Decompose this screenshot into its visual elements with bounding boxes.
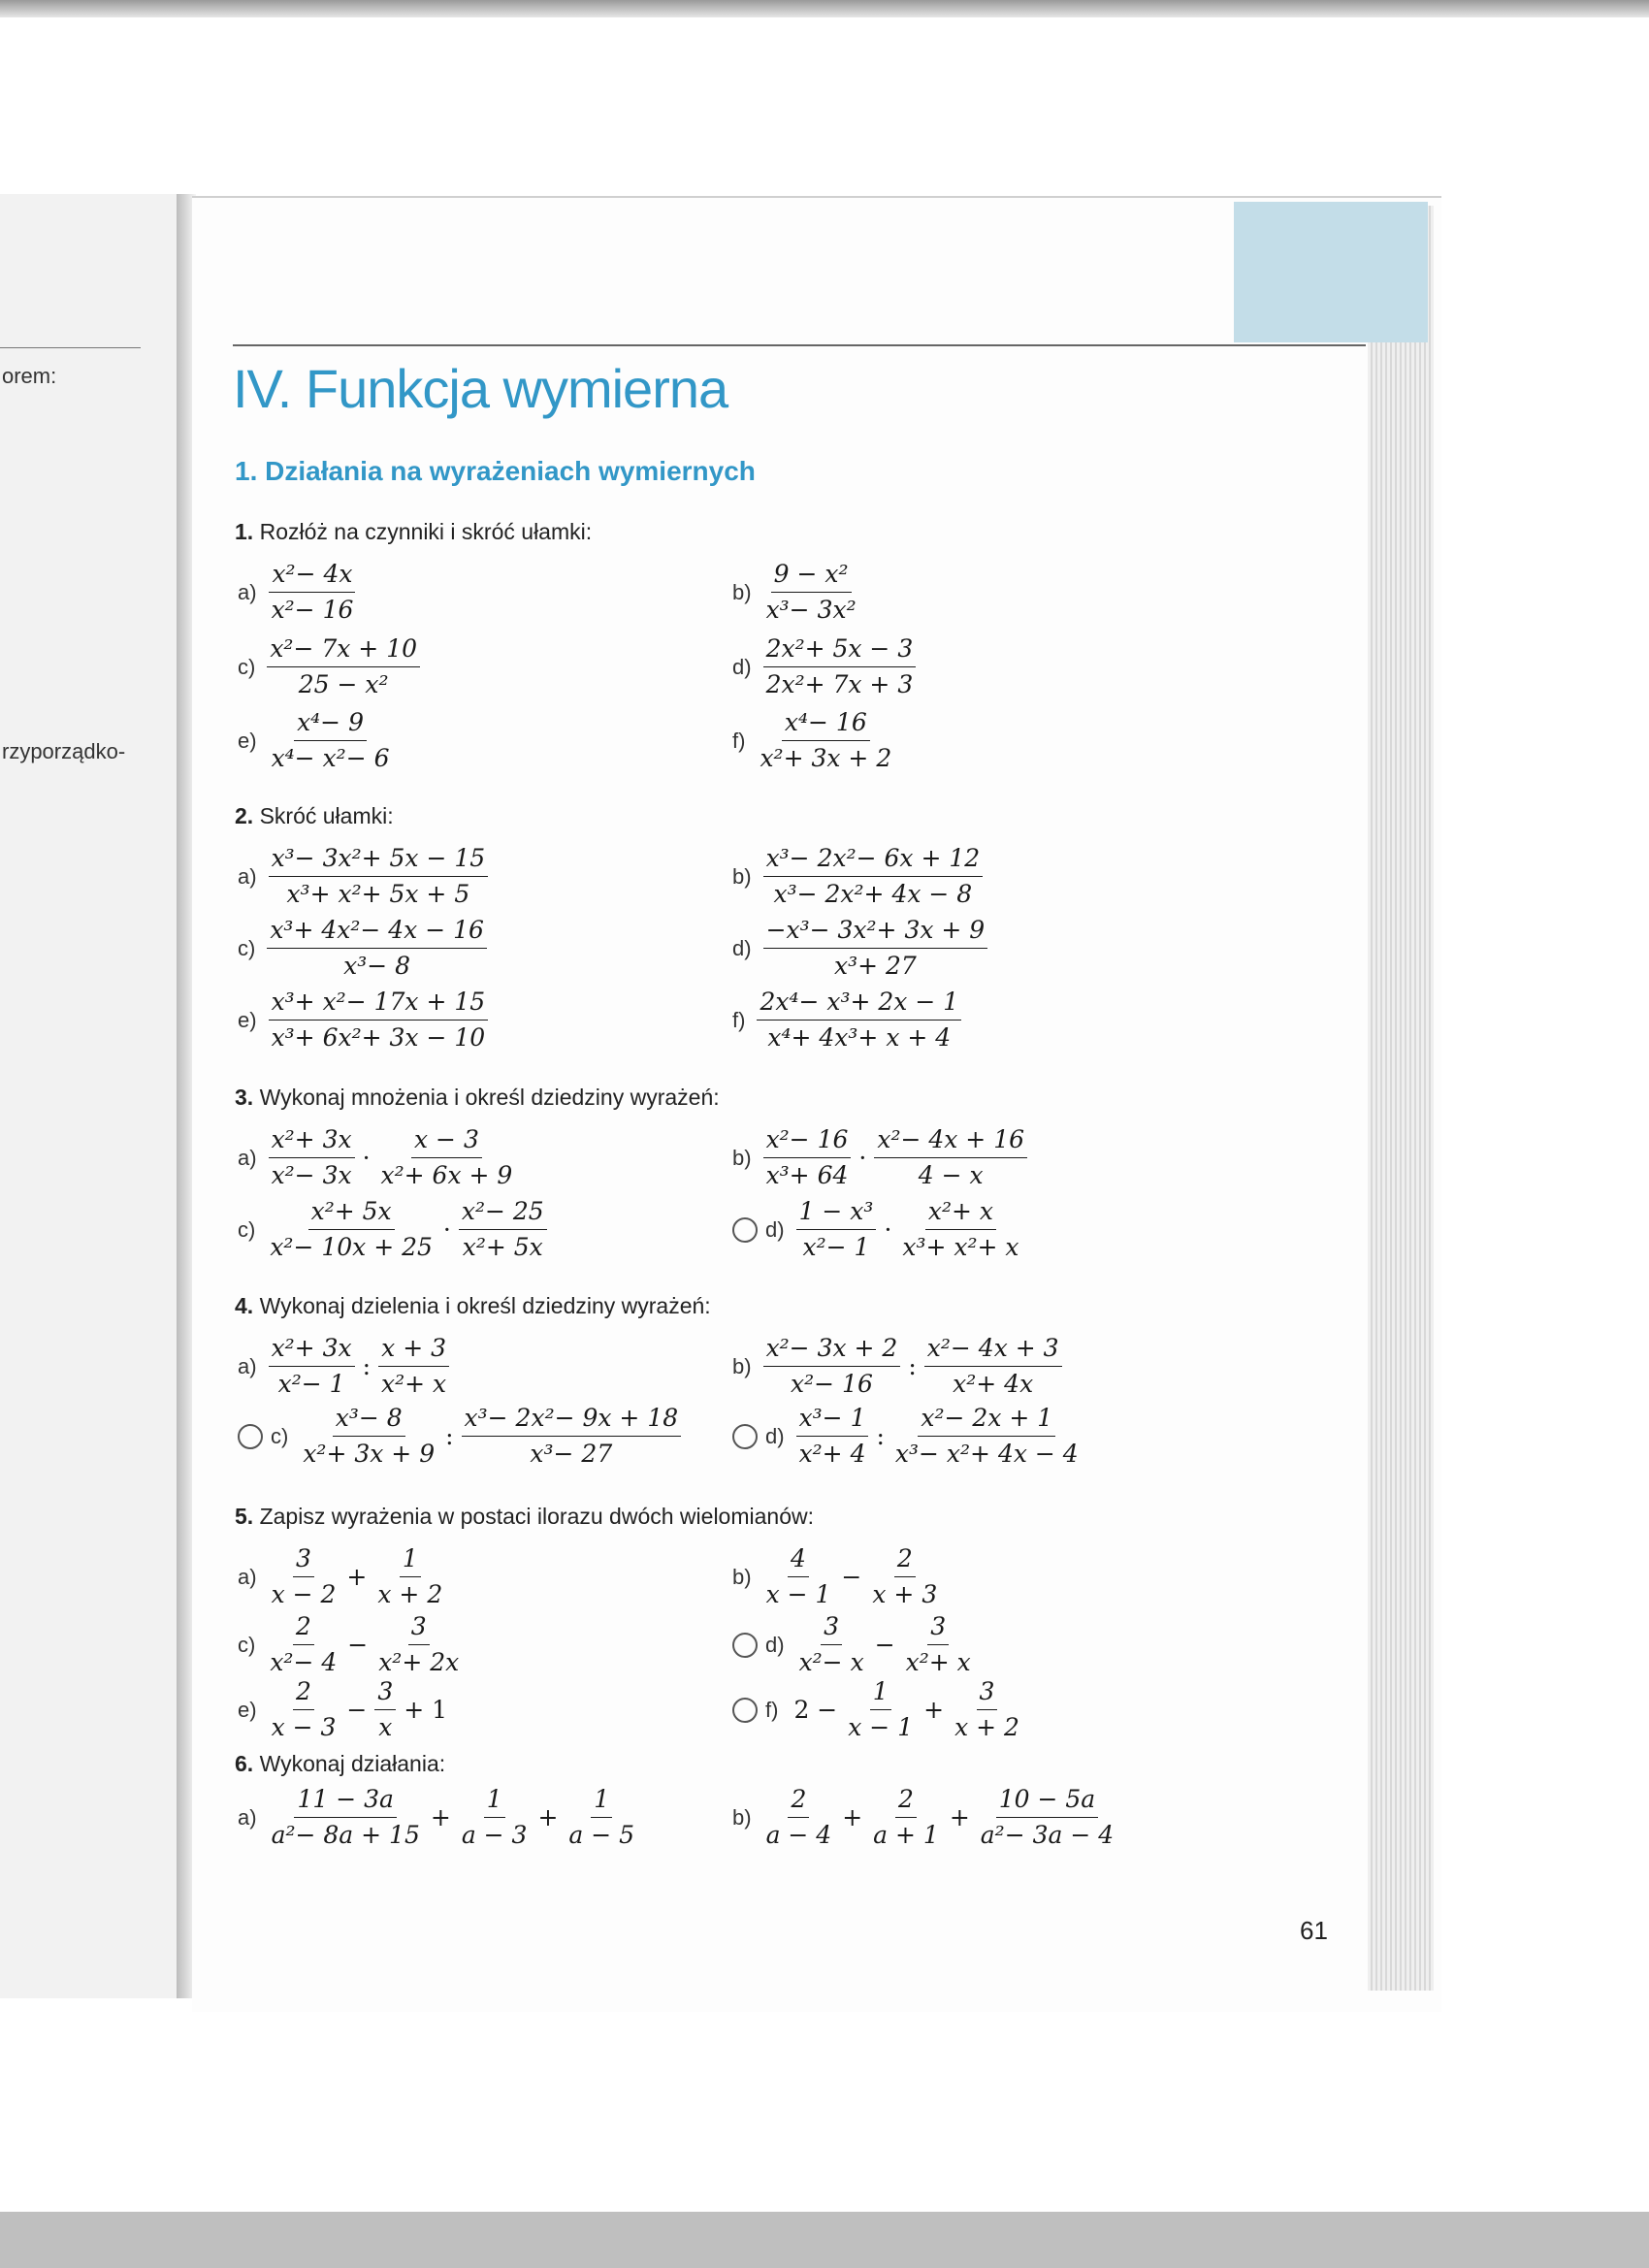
fraction (269, 1675, 340, 1744)
fraction-denominator: x²− 3x (271, 1161, 352, 1189)
fraction (869, 1542, 940, 1611)
fraction-numerator: x²+ 3x (269, 1332, 355, 1367)
scan-bottom-border (0, 2212, 1649, 2268)
fraction (978, 1783, 1116, 1852)
fraction-denominator: a²− 8a + 15 (271, 1821, 420, 1849)
pen-circle-mark (732, 1424, 758, 1449)
fraction-denominator: x + 2 (954, 1713, 1019, 1741)
fraction (763, 842, 984, 911)
exercise-5-item (732, 1542, 942, 1611)
fraction (267, 914, 487, 983)
fraction-numerator: 4 (788, 1542, 809, 1577)
fraction-numerator: 3 (927, 1610, 949, 1645)
item-label: e) (238, 728, 257, 753)
math-operator: · (362, 1144, 371, 1172)
item-label: c) (238, 1632, 256, 1657)
fraction-denominator: x − 3 (271, 1713, 337, 1741)
fraction-denominator: x²+ x (381, 1370, 447, 1398)
math-operator: : (908, 1352, 917, 1380)
exercise-2-item (732, 914, 989, 983)
exercise-2-item (238, 914, 489, 983)
exercise-4-item (238, 1332, 451, 1401)
fraction (378, 1123, 516, 1192)
item-label: b) (732, 1804, 752, 1830)
fraction (796, 1195, 877, 1264)
fraction (269, 1332, 355, 1401)
exercise-5-item (732, 1675, 1024, 1744)
fraction-numerator: 10 − 5a (996, 1783, 1098, 1818)
fraction-denominator: x³− 3x² (765, 596, 857, 624)
fraction (269, 842, 489, 911)
fraction (763, 1542, 834, 1611)
exercise-2-item (732, 986, 963, 1054)
item-label: d) (732, 654, 752, 679)
item-label: a) (238, 863, 257, 889)
item-label: c) (238, 935, 256, 960)
fraction (870, 1783, 942, 1852)
fraction-denominator: x²+ 6x + 9 (380, 1161, 513, 1189)
fraction-denominator: 25 − x² (298, 670, 389, 698)
fraction (459, 1195, 547, 1264)
fraction (924, 1332, 1062, 1401)
item-label: a) (238, 1353, 257, 1378)
fraction (763, 632, 917, 701)
fraction (269, 986, 489, 1054)
math-operator: · (858, 1144, 867, 1172)
exercise-1-item (732, 706, 896, 775)
fraction-denominator: x + 3 (872, 1580, 938, 1608)
fraction-numerator: 2 (293, 1610, 314, 1645)
fraction-numerator: x²− 2x + 1 (918, 1402, 1055, 1437)
fraction-numerator: x³− 3x²+ 5x − 15 (269, 842, 489, 877)
exercise-4-item (732, 1402, 1083, 1471)
fraction-denominator: x²− 16 (791, 1370, 873, 1398)
math-operator: + (346, 1563, 368, 1591)
fraction-denominator: 4 − x (918, 1161, 984, 1189)
item-label: a) (238, 579, 257, 604)
pen-circle-mark (238, 1424, 263, 1449)
fraction-denominator: x − 1 (848, 1713, 914, 1741)
fraction-numerator: 9 − x² (771, 558, 852, 593)
fraction-numerator: x³− 1 (796, 1402, 869, 1437)
math-operator: + (923, 1696, 945, 1724)
fraction-denominator: a − 5 (568, 1821, 635, 1849)
fraction (374, 1542, 445, 1611)
item-label: d) (732, 935, 752, 960)
fraction-denominator: x³− x²+ 4x − 4 (894, 1440, 1079, 1468)
exercise-3-item (238, 1195, 549, 1264)
exercise-4-heading: 4. Wykonaj dzielenia i określ dziedziny wyrażeń: (235, 1293, 711, 1318)
fraction (269, 706, 393, 775)
fraction-denominator: x³− 27 (530, 1440, 613, 1468)
fraction (757, 706, 894, 775)
math-operator: : (445, 1422, 454, 1450)
fraction-numerator: 1 (870, 1675, 891, 1710)
fraction-numerator: 3 (293, 1542, 314, 1577)
math-operator: − (346, 1696, 368, 1724)
math-operator: · (884, 1215, 892, 1244)
fraction-numerator: 1 − x³ (796, 1195, 877, 1230)
fraction-denominator: x³+ 64 (765, 1161, 849, 1189)
fraction-denominator: x⁴− x²− 6 (271, 744, 390, 772)
math-operator: : (876, 1422, 885, 1450)
item-label: c) (271, 1423, 289, 1448)
fraction-numerator: 2x⁴− x³+ 2x − 1 (757, 986, 961, 1021)
fraction-denominator: x³+ 6x²+ 3x − 10 (271, 1023, 486, 1052)
item-label: d) (765, 1423, 785, 1448)
pen-circle-mark (732, 1633, 758, 1658)
math-operator: − (347, 1631, 369, 1659)
exercise-3-item (732, 1123, 1029, 1192)
math-operator: + (537, 1803, 559, 1831)
fraction-numerator: x²− 25 (459, 1195, 547, 1230)
exercise-3-item (238, 1123, 517, 1192)
fraction-denominator: x − 1 (765, 1580, 831, 1608)
exercise-2-item (238, 986, 490, 1054)
fraction-denominator: a − 4 (765, 1821, 832, 1849)
fraction-denominator: x³− 2x²+ 4x − 8 (773, 880, 973, 908)
math-operator: − (874, 1631, 895, 1659)
exercise-2-item (732, 842, 985, 911)
exercise-5-item (238, 1675, 453, 1744)
section-title: 1. Działania na wyrażeniach wymiernych (235, 456, 756, 486)
fraction (462, 1402, 682, 1471)
fraction-denominator: x²+ 3x + 9 (303, 1440, 436, 1468)
fraction-numerator: 1 (400, 1542, 421, 1577)
chapter-tab (1234, 202, 1428, 342)
fraction-denominator: a + 1 (873, 1821, 939, 1849)
fraction-numerator: x²− 7x + 10 (267, 632, 420, 667)
fraction-numerator: 11 − 3a (294, 1783, 396, 1818)
fraction-denominator: x (378, 1713, 393, 1741)
exercise-1-item (732, 558, 861, 627)
exercise-2-item (238, 842, 490, 911)
math-operator: : (362, 1352, 372, 1380)
item-label: a) (238, 1804, 257, 1830)
item-label: b) (732, 1353, 752, 1378)
fraction-denominator: x²+ 4 (798, 1440, 866, 1468)
fraction-denominator: x − 2 (271, 1580, 337, 1608)
fraction-denominator: x³+ 27 (833, 952, 917, 980)
fraction-numerator: x²− 4x (269, 558, 355, 593)
scan-top-shadow (0, 0, 1649, 17)
exercise-6-item (238, 1783, 639, 1852)
fraction (375, 1610, 462, 1679)
exercise-5-item (238, 1610, 464, 1679)
fraction (269, 558, 357, 627)
fraction-numerator: 2 (293, 1675, 314, 1710)
left-page-fragment-mid: rzyporządko- (2, 739, 126, 763)
left-page (0, 194, 186, 1998)
fraction (796, 1610, 867, 1679)
exercise-1-heading: 1. Rozłóż na czynniki i skróć ułamki: (235, 519, 593, 544)
fraction-numerator: x³+ x²− 17x + 15 (269, 986, 489, 1021)
exercise-4-item (238, 1402, 683, 1471)
fraction-numerator: x³− 2x²− 9x + 18 (462, 1402, 682, 1437)
fraction-numerator: 3 (374, 1675, 396, 1710)
fraction (899, 1195, 1021, 1264)
fraction-denominator: a − 3 (461, 1821, 528, 1849)
pen-circle-mark (732, 1217, 758, 1243)
exercise-1-item (238, 558, 358, 627)
fraction-numerator: 3 (977, 1675, 998, 1710)
fraction (566, 1783, 637, 1852)
fraction (374, 1675, 396, 1744)
fraction-numerator: x²+ 5x (308, 1195, 395, 1230)
fraction (903, 1610, 974, 1679)
exercise-3-heading: 3. Wykonaj mnożenia i określ dziedziny wyrażeń: (235, 1085, 720, 1110)
item-label: d) (765, 1216, 785, 1242)
fraction-denominator: x²− 10x + 25 (270, 1233, 433, 1261)
header-rule (233, 344, 1366, 346)
fraction-denominator: x³+ x²+ 5x + 5 (286, 880, 470, 908)
math-operator: + (949, 1803, 970, 1831)
fraction-numerator: x⁴− 16 (782, 706, 870, 741)
item-label: f) (732, 728, 746, 753)
page-edge-stack (1368, 206, 1434, 1991)
fraction (796, 1402, 869, 1471)
item-label: c) (238, 654, 256, 679)
fraction-numerator: x³− 2x²− 6x + 12 (763, 842, 984, 877)
fraction-numerator: 2 (894, 1542, 916, 1577)
exercise-1-item (732, 632, 918, 701)
fraction-numerator: x²− 16 (763, 1123, 852, 1158)
fraction (763, 558, 859, 627)
fraction-numerator: −x³− 3x²+ 3x + 9 (763, 914, 988, 949)
exercise-2-heading: 2. Skróć ułamki: (235, 803, 394, 828)
fraction (267, 1195, 436, 1264)
fraction-numerator: x⁴− 9 (294, 706, 367, 741)
exercise-5-item (238, 1542, 447, 1611)
fraction-numerator: 2x²+ 5x − 3 (763, 632, 917, 667)
item-label: b) (732, 1145, 752, 1170)
fraction (300, 1402, 437, 1471)
fraction (892, 1402, 1082, 1471)
fraction-denominator: a²− 3a − 4 (980, 1821, 1115, 1849)
fraction-numerator: x + 3 (378, 1332, 449, 1367)
fraction (952, 1675, 1022, 1744)
fraction-denominator: x²+ x (905, 1648, 971, 1676)
fraction-numerator: x²− 3x + 2 (763, 1332, 901, 1367)
fraction-denominator: x²− 1 (802, 1233, 870, 1261)
item-label: b) (732, 579, 752, 604)
item-label: b) (732, 863, 752, 889)
math-operator: − (841, 1563, 862, 1591)
exercise-4-item (732, 1332, 1064, 1401)
exercise-1-item (238, 706, 395, 775)
fraction-denominator: 2x²+ 7x + 3 (765, 670, 914, 698)
fraction-denominator: x²+ 4x (953, 1370, 1034, 1398)
fraction (267, 1610, 340, 1679)
fraction-numerator: x³− 8 (333, 1402, 405, 1437)
exercise-6-heading: 6. Wykonaj działania: (235, 1751, 446, 1776)
fraction-denominator: x⁴+ 4x³+ x + 4 (767, 1023, 952, 1052)
item-label: e) (238, 1007, 257, 1032)
fraction-denominator: x³+ x²+ x (902, 1233, 1019, 1261)
chapter-title: IV. Funkcja wymierna (233, 358, 728, 419)
fraction-denominator: x²− 1 (277, 1370, 345, 1398)
exercise-3-item (732, 1195, 1024, 1264)
pen-circle-mark (732, 1698, 758, 1723)
item-label: e) (238, 1697, 257, 1722)
fraction (757, 986, 961, 1054)
item-label: c) (238, 1216, 256, 1242)
fraction (269, 1123, 355, 1192)
math-operator: + (430, 1803, 451, 1831)
fraction-numerator: x²− 4x + 16 (874, 1123, 1027, 1158)
exercise-5-heading: 5. Zapisz wyrażenia w postaci ilorazu dwóch wielomianów: (235, 1504, 814, 1529)
math-operator: + (842, 1803, 863, 1831)
item-label: f) (765, 1697, 779, 1722)
left-page-fragment-top: orem: (2, 364, 57, 388)
exercise-1-item (238, 632, 422, 701)
item-label: a) (238, 1145, 257, 1170)
fraction-numerator: x³+ 4x²− 4x − 16 (267, 914, 487, 949)
fraction-numerator: x²+ 3x (269, 1123, 355, 1158)
left-page-rule (0, 347, 141, 348)
item-label: b) (732, 1564, 752, 1589)
fraction (874, 1123, 1027, 1192)
fraction-denominator: x²+ 2x (378, 1648, 460, 1676)
fraction-numerator: 2 (895, 1783, 917, 1818)
fraction-numerator: 2 (788, 1783, 809, 1818)
fraction-numerator: x − 3 (411, 1123, 482, 1158)
fraction (845, 1675, 916, 1744)
page-number: 61 (1300, 1916, 1328, 1945)
fraction (763, 1783, 835, 1852)
fraction-denominator: x²+ 3x + 2 (760, 744, 892, 772)
fraction (459, 1783, 531, 1852)
fraction-denominator: x + 2 (377, 1580, 443, 1608)
fraction-numerator: 3 (408, 1610, 430, 1645)
item-label: d) (765, 1632, 785, 1657)
fraction (267, 632, 420, 701)
fraction-denominator: x²+ 5x (462, 1233, 543, 1261)
fraction-numerator: x²− 4x + 3 (924, 1332, 1062, 1367)
fraction-numerator: 3 (821, 1610, 842, 1645)
fraction-denominator: x²− 16 (271, 596, 354, 624)
exercise-6-item (732, 1783, 1118, 1852)
fraction-denominator: x²− 4 (270, 1648, 338, 1676)
fraction (269, 1783, 423, 1852)
item-label: f) (732, 1007, 746, 1032)
item-label: a) (238, 1564, 257, 1589)
math-operator: 2 − (793, 1696, 838, 1724)
fraction-denominator: x²− x (798, 1648, 864, 1676)
fraction (763, 1332, 901, 1401)
fraction-numerator: 1 (591, 1783, 612, 1818)
fraction (378, 1332, 449, 1401)
math-operator: + 1 (404, 1696, 448, 1724)
exercise-5-item (732, 1610, 976, 1679)
fraction (763, 914, 988, 983)
fraction (763, 1123, 852, 1192)
fraction-numerator: x²+ x (925, 1195, 996, 1230)
fraction (269, 1542, 340, 1611)
fraction-numerator: 1 (484, 1783, 505, 1818)
fraction-denominator: x³− 8 (343, 952, 411, 980)
math-operator: · (442, 1215, 451, 1244)
